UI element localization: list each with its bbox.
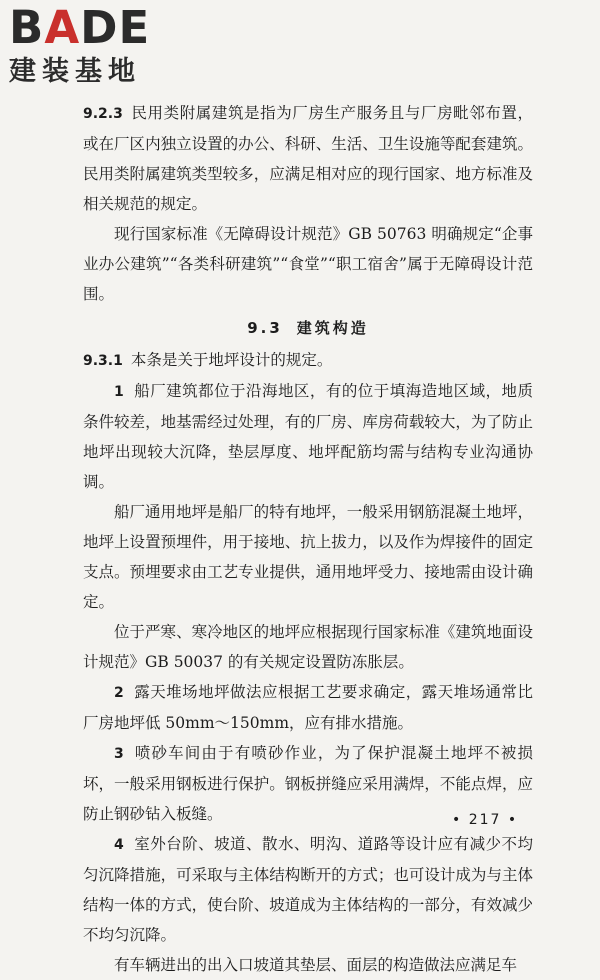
logo-wordmark: BADE (9, 1, 151, 54)
clause-9-3-1 (83, 345, 533, 376)
item-number: 2 (114, 685, 124, 701)
item-text: 室外台阶、坡道、散水、明沟、道路等设计应有减少不均匀沉降措施，可采取与主体结构断开的方式；也可设计成为与主体结构一体的方式，使台阶、坡道成为主体结构的一部分，有效减少不均匀沉降。 (83, 835, 533, 944)
item-text: 露天堆场地坪做法应根据工艺要求确定，露天堆场通常比厂房地坪低 50mm～150mm，应有排水措施。 (83, 683, 533, 732)
item-text: 船厂建筑都位于沿海地区，有的位于填海造地区域，地质条件较差，地基需经过处理，有的厂房、库房荷载较大，为了防止地坪出现较大沉降，垫层厚度、地坪配筋均需与结构专业沟通协调。 (83, 382, 533, 491)
clause-9-2-3 (83, 98, 533, 219)
page-number: • 217 • (452, 812, 519, 828)
item-text: 喷砂车间由于有喷砂作业，为了保护混凝土地坪不被损坏，一般采用钢板进行保护。钢板拼缝应采用满焊，不能点焊，应防止钢砂钻入板缝。 (83, 744, 533, 823)
paragraph-cold-region: 位于严寒、寒冷地区的地坪应根据现行国家标准《建筑地面设计规范》GB 50037 的有关规定设置防冻胀层。 (83, 623, 533, 671)
clause-number: 9.2.3 (83, 106, 123, 122)
paragraph-ship-floor: 船厂通用地坪是船厂的特有地坪，一般采用钢筋混凝土地坪，地坪上设置预埋件，用于接地、抗上拔力，以及作为焊接件的固定支点。预埋要求由工艺专业提供，通用地坪受力、接地需由设计确定。 (83, 503, 533, 611)
logo-subtitle: 建装基地 (9, 56, 141, 87)
item-number: 3 (114, 746, 124, 762)
clause-number: 9.3.1 (83, 353, 123, 369)
section-title: 建筑构造 (296, 319, 369, 337)
item-number: 4 (114, 837, 124, 853)
clause-text: 本条是关于地坪设计的规定。 (130, 351, 333, 369)
list-item-2 (83, 677, 533, 738)
bade-logo (9, 2, 179, 92)
clause-text: 民用类附属建筑是指为厂房生产服务且与厂房毗邻布置，或在厂区内独立设置的办公、科研、生活、卫生设施等配套建筑。民用类附属建筑类型较多，应满足相对应的现行国家、地方标准及相关规范的规定。 (83, 104, 533, 213)
page-body (83, 98, 533, 980)
item-number: 1 (114, 384, 124, 400)
section-number: 9.3 (247, 319, 283, 337)
paragraph-vehicle-ramp: 有车辆进出的出入口坡道其垫层、面层的构造做法应满足车 (114, 956, 518, 974)
list-item-4 (83, 829, 533, 950)
section-heading-9-3 (83, 313, 533, 343)
list-item-1 (83, 376, 533, 497)
paragraph-barrier-free: 现行国家标准《无障碍设计规范》GB 50763 明确规定“企事业办公建筑”“各类科研建筑”“食堂”“职工宿舍”属于无障碍设计范围。 (83, 225, 533, 303)
